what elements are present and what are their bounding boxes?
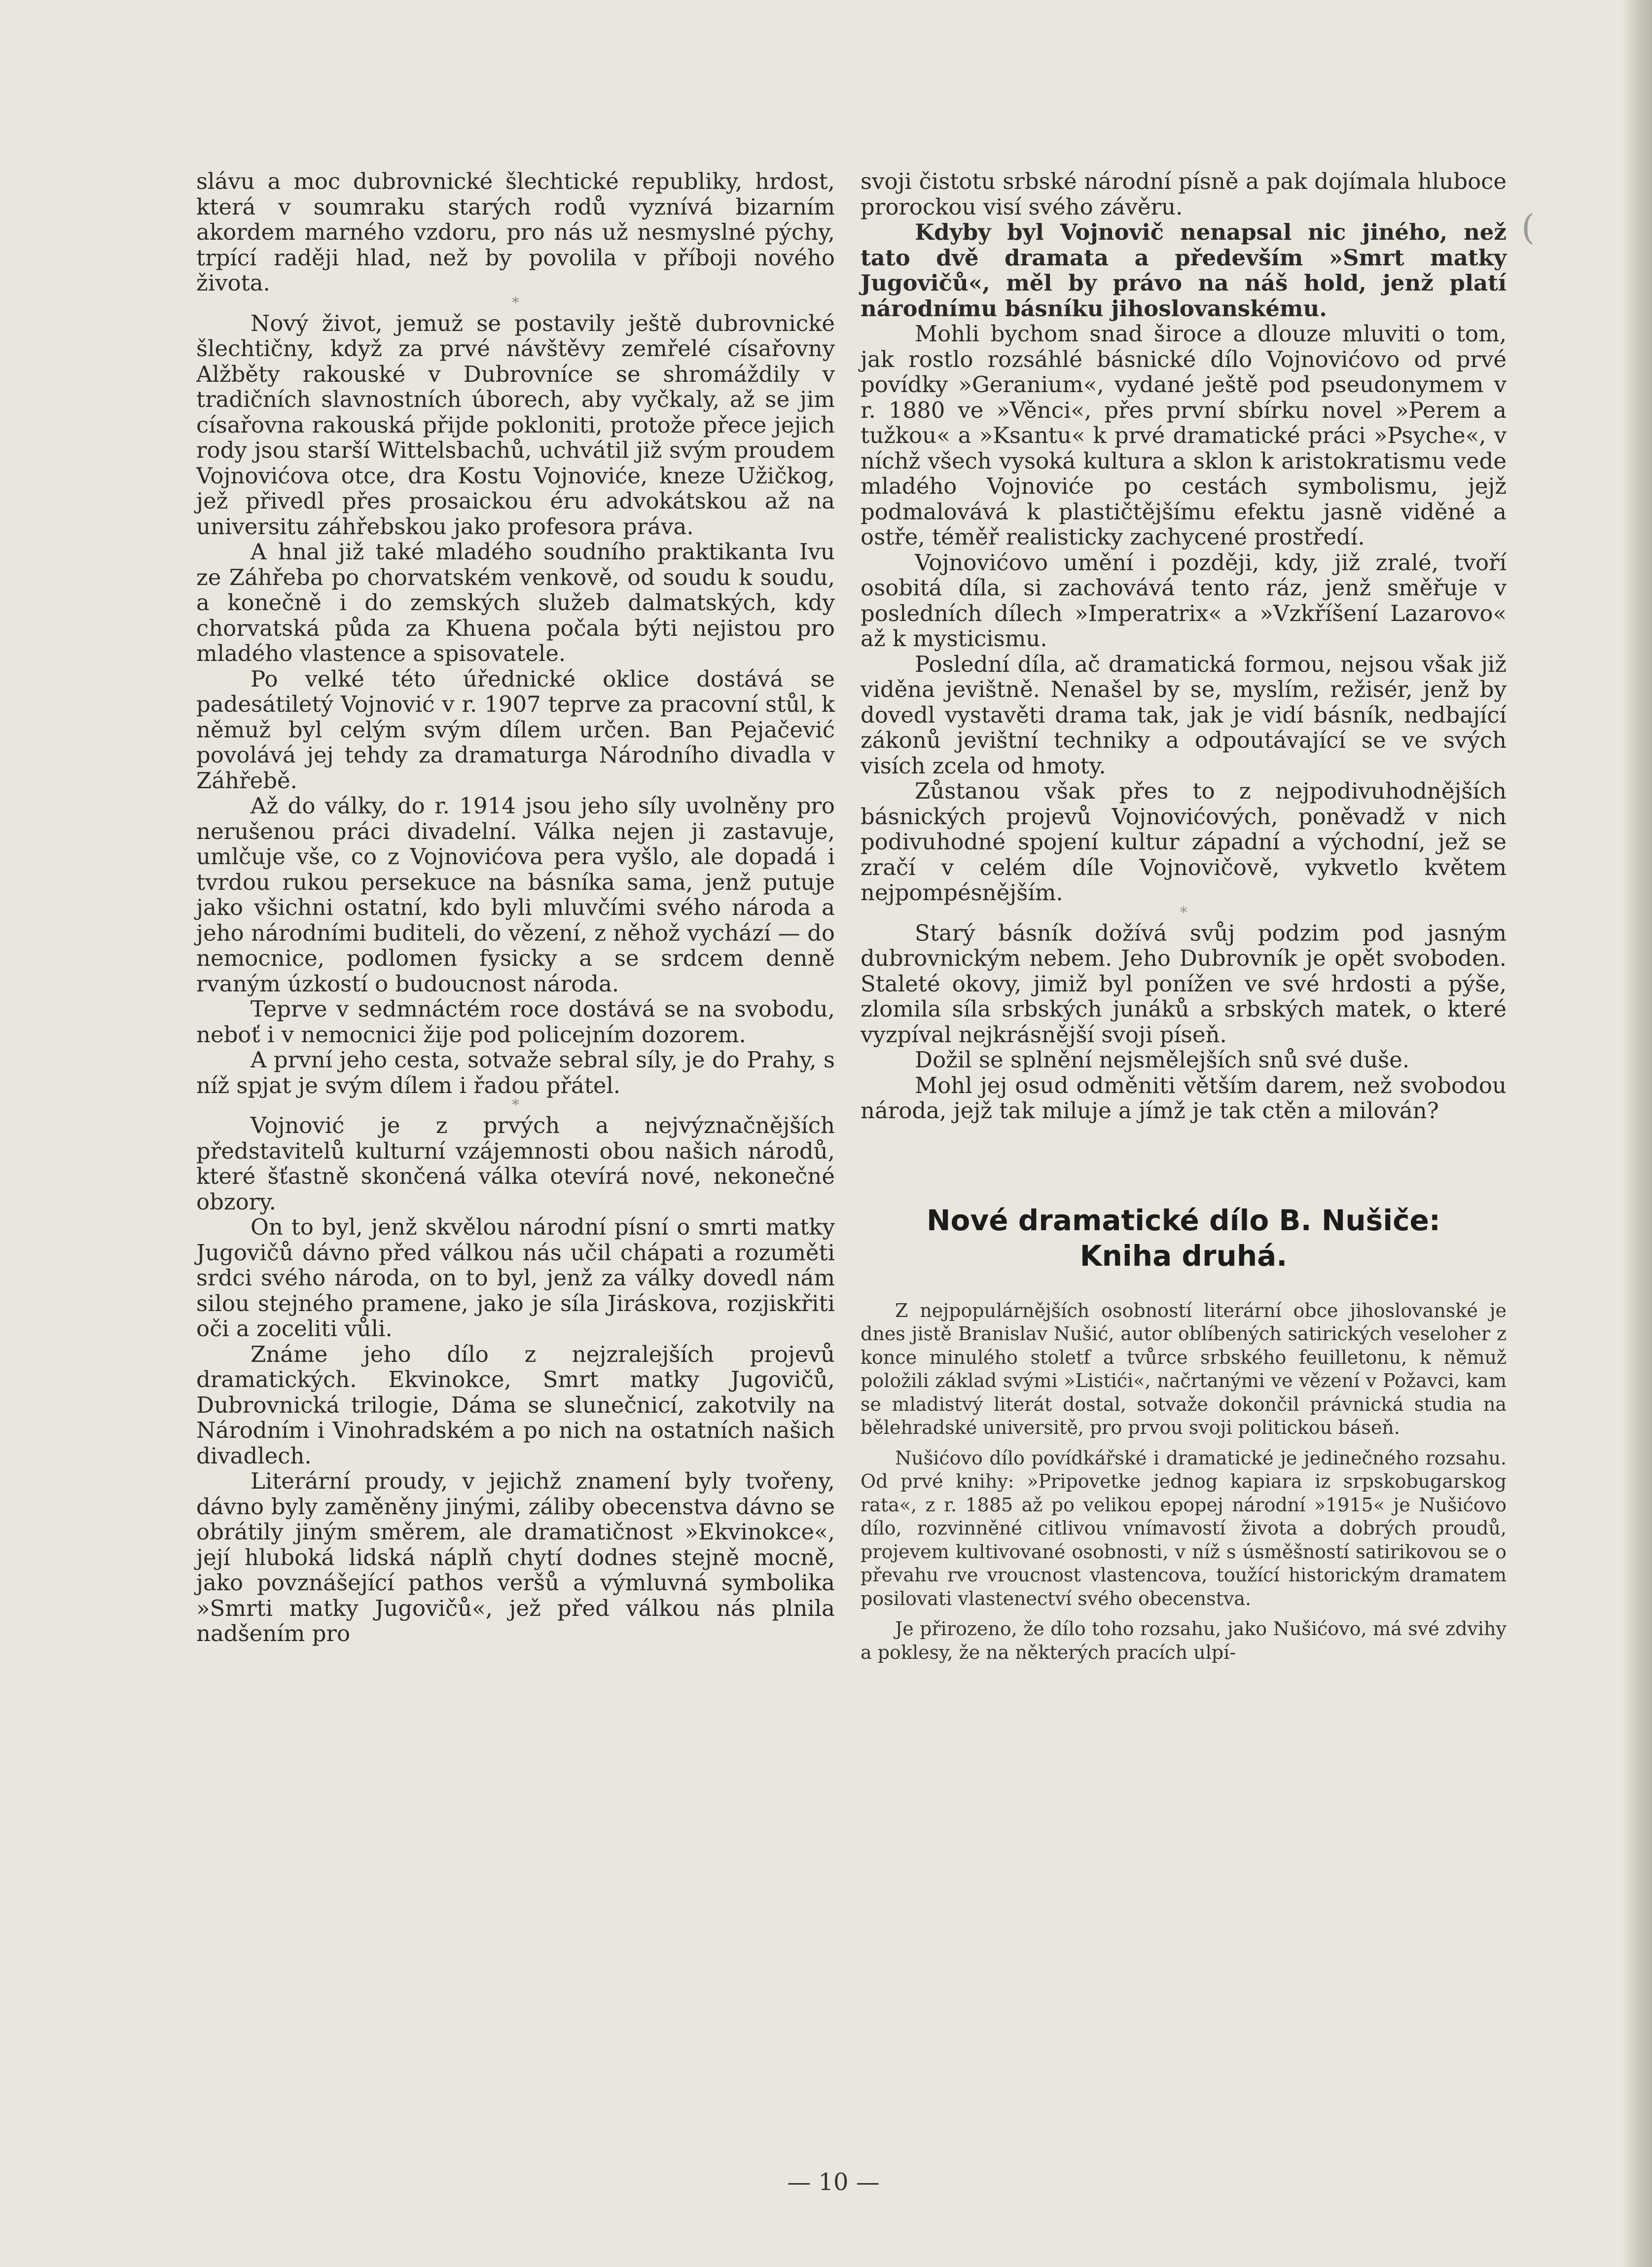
- paragraph: Poslední díla, ač dramatická formou, nejsou však již viděna jevištně. Nenašel by se, myslím, režisér, jenž by dovedl vystavěti drama tak, jak je vidí básník, nedbající zákonů jevištní techniky a odpoutávající se ve svých visích zcela od hmoty.: [861, 651, 1507, 779]
- paragraph: Vojnovićovo umění i později, kdy, již zralé, tvoří osobitá díla, si zachovává tento ráz, jenž směřuje v posledních dílech »Imperatrix« a »Vzkříšení Lazarovo« až k mysticismu.: [861, 549, 1507, 652]
- paragraph: Vojnović je z prvých a nejvýznačnějších představitelů kulturní vzájemnosti obou našich národů, které šťastně skončená válka otevírá nové, nekonečné obzory.: [196, 1112, 835, 1215]
- paragraph: Dožil se splnění nejsmělejších snů své duše.: [915, 1047, 1410, 1073]
- paragraph: svoji čistotu srbské národní písně a pak dojímala hluboce prorockou visí svého závěru.: [861, 168, 1507, 220]
- paragraph: Mohli bychom snad široce a dlouze mluviti o tom, jak rostlo rozsáhlé básnické dílo Vojnovićovo od prvé povídky »Geranium«, vydané ještě pod pseudonymem v r. 1880 ve »Věnci«, přes první sbírku novel »Perem a tužkou« a »Ksantu« k prvé dramatické práci »Psyche«, v níchž všech vysoká kultura a sklon k aristokratismu vede mladého Vojnoviće po cestách symbolismu, jejž podmalovává k plastičtějšímu efektu jasně viděné a ostře, téměř realisticky zachycené prostředí.: [861, 321, 1507, 550]
- paragraph: Nový život, jemuž se postavily ještě dubrovnické šlechtičny, když za prvé návštěvy zemřelé císařovny Alžběty rakouské v Dubrovníce se shromáždily v tradičních slavnostních úborech, aby vyčkaly, až se jim císařovna rakouská přijde pokloniti, protože přece jejich rody jsou starší Wittelsbachů, uchvátil již svým proudem Vojnovićova otce, dra Kostu Vojnoviće, kneze Užičkog, jež přivedl přes prosaickou éru advokátskou až na universitu záhřebskou jako profesora práva.: [196, 310, 835, 540]
- page-number: — 10 —: [787, 2168, 880, 2196]
- left-column: [196, 169, 835, 1646]
- article-title: [861, 1203, 1507, 1274]
- article-body: [861, 1299, 1507, 1665]
- article-title-line: Nové dramatické dílo B. Nušiče:: [927, 1203, 1440, 1237]
- paragraph: Mohl jej osud odměniti větším darem, než svobodou národa, jejž tak miluje a jímž je tak ctěn a milován?: [861, 1072, 1507, 1124]
- paragraph: Až do války, do r. 1914 jsou jeho síly uvolněny pro nerušenou práci divadelní. Válka nejen ji zastavuje, umlčuje vše, co z Vojnovićova pera vyšlo, ale dopadá i tvrdou rukou persekuce na básníka sama, jenž putuje jako všichni ostatní, kdo byli mluvčími svého národa a jeho národními buditeli, do vězení, z něhož vychází — do nemocnice, podlomen fysicky a se srdcem denně rvaným úzkostí o budoucnost národa.: [196, 793, 835, 997]
- paragraph: Starý básník dožívá svůj podzim pod jasným dubrovnickým nebem. Jeho Dubrovník je opět svoboden. Staleté okovy, jimiž byl ponížen ve své hrdosti a pýše, zlomila síla srbských junáků a srbských matek, o které vyzpíval nejkrásnější svoji píseň.: [861, 919, 1507, 1048]
- margin-mark: (: [1521, 207, 1535, 248]
- paragraph: Po velké této úřednické oklice dostává se padesátiletý Vojnović v r. 1907 teprve za pracovní stůl, k němuž byl celým svým dílem určen. Ban Pejačević povolává jej tehdy za dramaturga Národního divadla v Záhřebě.: [196, 665, 835, 794]
- paragraph: On to byl, jenž skvělou národní písní o smrti matky Jugovičů dávno před válkou nás učil chápati a rozuměti srdci svého národa, on to byl, jenž za války dovedl nám silou stejného pramene, jako je síla Jiráskova, rozjiskřiti oči a zoceliti vůli.: [196, 1214, 835, 1342]
- page-edge: [1623, 0, 1652, 2267]
- paragraph: A první jeho cesta, sotvaže sebral síly, je do Prahy, s níž spjat je svým dílem i řadou přátel.: [196, 1047, 835, 1098]
- right-column: [861, 169, 1507, 1664]
- paragraph: A hnal již také mladého soudního praktikanta Ivu ze Záhřeba po chorvatském venkově, od soudu k soudu, a konečně i do zemských služeb dalmatských, kdy chorvatská půda za Khuena počala býti nejistou pro mladého vlastence a spisovatele.: [196, 539, 835, 666]
- section-separator: *: [512, 1097, 519, 1114]
- paragraph: Nušićovo dílo povídkářské i dramatické je jedinečného rozsahu. Od prvé knihy: »Pripovetke jednog kapiara iz srpskobugarskog rata«, z r. 1885 až po velikou epopej národní »1915« je Nušićovo dílo, rozvinněné citlivou vnímavostí života a dobrých proudů, projevem kultivované osobnosti, v níž s úsměšností satirikovou se o převahu rve vroucnost vlastencova, toužící historickým dramatem posilovati vlastenectví svého obecenstva.: [861, 1447, 1507, 1609]
- paragraph: Je přirozeno, že dílo toho rozsahu, jako Nušićovo, má své zdvihy a poklesy, že na některých pracích ulpí-: [861, 1618, 1507, 1663]
- section-separator: *: [512, 294, 519, 312]
- paragraph: Kdyby byl Vojnovič nenapsal nic jiného, než tato dvě dramata a především »Smrt matky Jugovičů«, měl by právo na náš hold, jenž platí národnímu básníku jihoslovanskému.: [861, 219, 1507, 322]
- paragraph: slávu a moc dubrovnické šlechtické republiky, hrdost, která v soumraku starých rodů vyznívá bizarním akordem marného vzdoru, pro nás už nesmyslné pýchy, trpící raději hlad, než by povolila v příboji nového života.: [196, 168, 835, 296]
- article-title-line: Kniha druhá.: [1079, 1239, 1288, 1273]
- paragraph: Teprve v sedmnáctém roce dostává se na svobodu, neboť i v nemocnici žije pod policejním dozorem.: [196, 996, 835, 1048]
- section-separator: *: [1180, 904, 1187, 921]
- paragraph: Z nejpopulárnějších osobností literární obce jihoslovanské je dnes jistě Branislav Nušić, autor oblíbených satirických veseloher z konce minulého stoletf a tvůrce srbského feuilletonu, k němuž položili základ svými »Listići«, načrtanými ve vězení v Požavci, kam se mladistvý literát dostal, sotvaže dokončil právnická studia na bělehradské universitě, pro prvou svoji politickou báseň.: [861, 1299, 1507, 1438]
- paragraph: Literární proudy, v jejichž znamení byly tvořeny, dávno byly zaměněny jinými, záliby obecenstva dávno se obrátily jiným směrem, ale dramatičnost »Ekvinokce«, její hluboká lidská náplň chytí dodnes stejně mocně, jako povznášející pathos veršů a výmluvná symbolika »Smrti matky Jugovičů«, jež před válkou nás plnila nadšením pro: [196, 1468, 835, 1646]
- paragraph: Zůstanou však přes to z nejpodivuhodnějších básnických projevů Vojnovićových, poněvadž v nich podivuhodné spojení kultur západní a východní, jež se zračí v celém díle Vojnovičově, vykvetlo květem nejpompésnějším.: [861, 778, 1507, 906]
- paragraph: Známe jeho dílo z nejzralejších projevů dramatických. Ekvinokce, Smrt matky Jugovičů, Dubrovnická trilogie, Dáma se slunečnicí, zakotvily na Národním i Vinohradském a po nich na ostatních našich divadlech.: [196, 1341, 835, 1469]
